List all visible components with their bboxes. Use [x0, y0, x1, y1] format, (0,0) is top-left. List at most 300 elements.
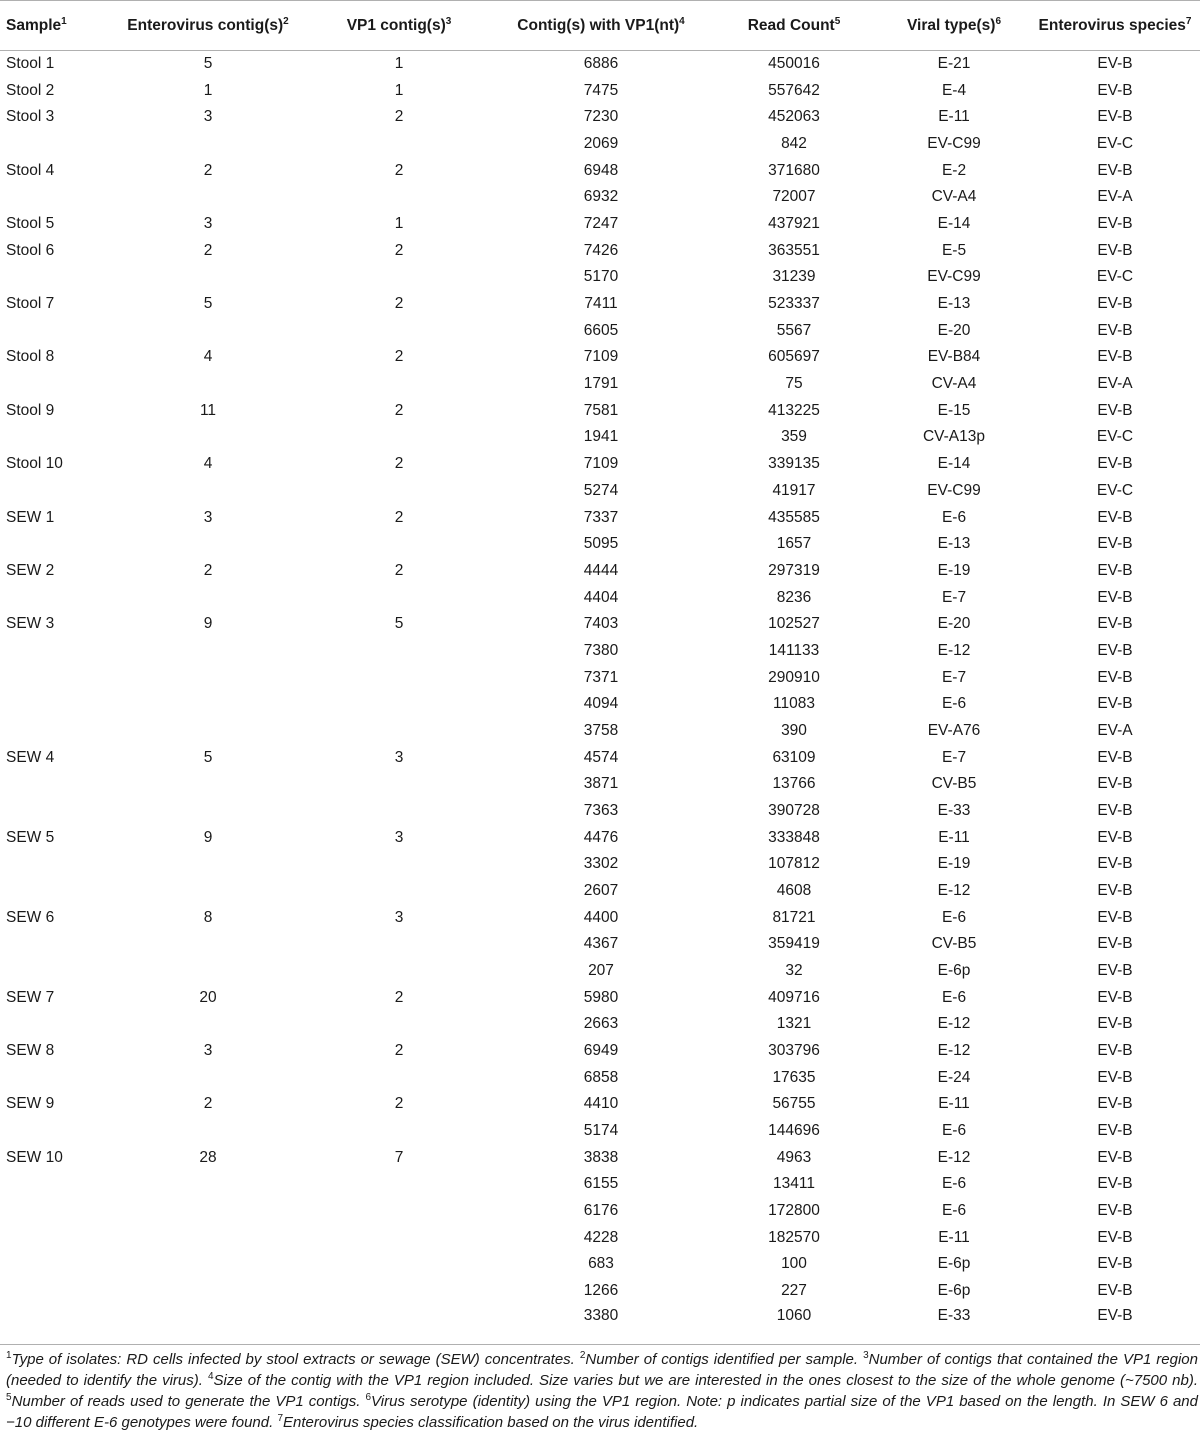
- vp1-contigs-cell: 2: [394, 161, 404, 179]
- contig-length-cell: 7363: [583, 801, 619, 819]
- contig-length-cell: 5095: [583, 535, 619, 553]
- table-row: [0, 1304, 1200, 1331]
- header-label: VP1 contig(s): [346, 16, 446, 34]
- vp1-contigs-cell: [306, 1064, 492, 1091]
- contig-length-cell: 7380: [583, 641, 619, 659]
- sample-cell: Stool 10: [6, 455, 63, 473]
- vp1-contigs-cell: 3: [394, 828, 404, 846]
- read-count-header: [710, 1, 878, 51]
- read-count-cell: 371680: [768, 161, 820, 179]
- viral-type-cell: E-6: [941, 695, 967, 713]
- viral-type-cell: E-12: [937, 1041, 971, 1059]
- sample-cell: [0, 957, 110, 984]
- enterovirus-contigs-cell: [110, 1064, 306, 1091]
- viral-type-cell: E-6: [941, 1121, 967, 1139]
- enterovirus-contigs-cell: [110, 264, 306, 291]
- sample-cell: [0, 424, 110, 451]
- viral-type-cell: CV-A13p: [922, 428, 986, 446]
- read-count-cell: 557642: [768, 81, 820, 99]
- read-count-cell: 359419: [768, 935, 820, 953]
- table-row: [0, 637, 1200, 664]
- viral-type-cell: E-13: [937, 295, 971, 313]
- viral-type-cell: E-7: [941, 588, 967, 606]
- enterovirus-species-header: [1030, 1, 1200, 51]
- enterovirus-contigs-cell: [110, 691, 306, 718]
- viral-type-cell: E-5: [941, 241, 967, 259]
- sample-cell: [0, 637, 110, 664]
- viral-type-cell: E-19: [937, 561, 971, 579]
- species-cell: EV-B: [1097, 535, 1133, 553]
- read-count-cell: 359: [781, 428, 807, 446]
- sample-cell: [0, 477, 110, 504]
- vp1-contigs-header: [306, 1, 492, 51]
- table-row: [0, 477, 1200, 504]
- contig-length-cell: 3380: [583, 1306, 619, 1324]
- table-row: [0, 1251, 1200, 1278]
- read-count-cell: 141133: [768, 641, 820, 659]
- viral-type-cell: E-15: [937, 401, 971, 419]
- viral-type-cell: EV-C99: [927, 481, 981, 499]
- footnote-marker: 3: [863, 1350, 869, 1361]
- species-cell: EV-B: [1097, 641, 1133, 659]
- contig-length-cell: 4367: [583, 935, 619, 953]
- vp1-contigs-cell: [306, 851, 492, 878]
- species-cell: EV-B: [1097, 668, 1133, 686]
- sample-cell: [0, 691, 110, 718]
- table-row: [0, 264, 1200, 291]
- footnote-marker: 7: [1185, 15, 1192, 27]
- sample-cell: SEW 5: [6, 828, 55, 846]
- sample-cell: [0, 264, 110, 291]
- species-cell: EV-C: [1096, 428, 1134, 446]
- contig-length-cell: 1791: [583, 375, 619, 393]
- read-count-cell: 172800: [768, 1201, 820, 1219]
- vp1-contigs-cell: 2: [394, 348, 404, 366]
- vp1-contigs-cell: 2: [394, 1041, 404, 1059]
- read-count-cell: 56755: [772, 1095, 816, 1113]
- enterovirus-contigs-cell: [110, 1117, 306, 1144]
- table-row: [0, 984, 1200, 1011]
- sample-cell: [0, 371, 110, 398]
- sample-cell: [0, 1251, 110, 1278]
- contig-length-cell: 4444: [583, 561, 619, 579]
- contig-length-cell: 2069: [583, 135, 619, 153]
- viral-type-cell: E-14: [937, 215, 971, 233]
- contig-length-cell: 7230: [583, 108, 619, 126]
- footnote-marker: 4: [207, 1371, 214, 1382]
- species-cell: EV-B: [1097, 828, 1133, 846]
- enterovirus-contigs-cell: [110, 851, 306, 878]
- read-count-cell: 107812: [768, 855, 820, 873]
- footnote-marker: 2: [579, 1350, 586, 1361]
- contig-length-cell: 4476: [583, 828, 619, 846]
- contig-length-cell: 7371: [583, 668, 619, 686]
- read-count-cell: 81721: [772, 908, 816, 926]
- read-count-cell: 1657: [776, 535, 812, 553]
- contig-length-cell: 2607: [583, 881, 619, 899]
- vp1-contigs-cell: 1: [394, 81, 404, 99]
- enterovirus-contigs-cell: [110, 771, 306, 798]
- species-cell: EV-B: [1097, 1201, 1133, 1219]
- sample-cell: [0, 584, 110, 611]
- enterovirus-contigs-cell: [110, 1224, 306, 1251]
- enterovirus-contigs-cell: 9: [203, 615, 213, 633]
- vp1-contigs-cell: [306, 771, 492, 798]
- viral-type-cell: EV-C99: [927, 135, 981, 153]
- species-cell: EV-B: [1097, 295, 1133, 313]
- sample-cell: SEW 7: [6, 988, 55, 1006]
- read-count-cell: 31239: [772, 268, 816, 286]
- vp1-contigs-cell: 2: [394, 241, 404, 259]
- table-row: [0, 691, 1200, 718]
- read-count-cell: 605697: [768, 348, 820, 366]
- species-cell: EV-A: [1097, 721, 1133, 739]
- species-cell: EV-B: [1097, 775, 1133, 793]
- footnote-text: Number of contigs identified per sample.: [585, 1351, 864, 1368]
- contig-length-cell: 7581: [583, 401, 619, 419]
- footnote-marker: 5: [6, 1392, 12, 1403]
- footnote-marker: 1: [61, 15, 67, 27]
- read-count-cell: 842: [781, 135, 807, 153]
- viral-type-cell: E-7: [941, 748, 967, 766]
- contig-length-cell: 4228: [583, 1228, 619, 1246]
- viral-type-cell: E-12: [937, 641, 971, 659]
- vp1-contigs-cell: 2: [394, 108, 404, 126]
- viral-type-cell: E-21: [937, 55, 971, 73]
- species-cell: EV-B: [1097, 348, 1133, 366]
- table-row: [0, 1064, 1200, 1091]
- contig-length-cell: 7426: [583, 241, 619, 259]
- sample-cell: [0, 1171, 110, 1198]
- species-cell: EV-B: [1097, 1306, 1133, 1324]
- species-cell: EV-B: [1097, 881, 1133, 899]
- sample-cell: SEW 3: [6, 615, 55, 633]
- species-cell: EV-B: [1097, 1281, 1133, 1299]
- header-label: Enterovirus species: [1038, 16, 1186, 34]
- footnote-marker: 6: [365, 1392, 372, 1403]
- vp1-contigs-cell: [306, 584, 492, 611]
- species-cell: EV-B: [1097, 1041, 1133, 1059]
- viral-type-cell: E-13: [937, 535, 971, 553]
- header-label: Contig(s) with VP1(nt): [517, 16, 680, 34]
- species-cell: EV-B: [1097, 108, 1133, 126]
- viral-type-cell: E-11: [938, 108, 970, 126]
- viral-type-cell: E-4: [941, 81, 967, 99]
- viral-type-cell: EV-C99: [927, 268, 981, 286]
- sample-cell: SEW 6: [6, 908, 55, 926]
- table-body: [0, 51, 1200, 1331]
- header-row: [0, 1, 1200, 51]
- vp1-contigs-cell: 2: [394, 508, 404, 526]
- contig-length-cell: 683: [588, 1255, 614, 1273]
- contig-length-cell: 4094: [583, 695, 619, 713]
- footnote-text: Size of the contig with the VP1 region included. Size varies but we are interested in the ones closest to the size of the whole genome (~7500 nb).: [213, 1372, 1198, 1389]
- table-row: [0, 717, 1200, 744]
- species-cell: EV-B: [1097, 935, 1133, 953]
- sample-cell: [0, 877, 110, 904]
- sample-cell: [0, 1304, 110, 1331]
- table-row: [0, 797, 1200, 824]
- enterovirus-contigs-header: [110, 1, 306, 51]
- contig-length-cell: 6886: [583, 55, 619, 73]
- vp1-contigs-cell: [306, 1277, 492, 1304]
- enterovirus-contigs-cell: [110, 131, 306, 158]
- contig-length-cell: 7109: [583, 455, 619, 473]
- viral-type-cell: E-11: [938, 1228, 970, 1246]
- footnote-text: Number of contigs that contained the VP1 region (needed to identify the virus).: [6, 1351, 1198, 1389]
- table-row: [0, 317, 1200, 344]
- footnote-text: Enterovirus species classification based on the virus identified.: [283, 1414, 699, 1431]
- read-count-cell: 72007: [772, 188, 816, 206]
- enterovirus-contigs-cell: [110, 584, 306, 611]
- vp1-contigs-cell: 3: [394, 908, 404, 926]
- enterovirus-contigs-cell: 2: [203, 561, 213, 579]
- read-count-cell: 41917: [772, 481, 816, 499]
- vp1-contigs-cell: 5: [394, 615, 404, 633]
- species-cell: EV-A: [1097, 188, 1133, 206]
- table-row: [0, 1171, 1200, 1198]
- vp1-contigs-cell: [306, 424, 492, 451]
- enterovirus-contigs-cell: [110, 477, 306, 504]
- enterovirus-contigs-cell: [110, 371, 306, 398]
- viral-type-cell: E-6p: [937, 1281, 971, 1299]
- sample-cell: [0, 717, 110, 744]
- footnote-marker: 1: [6, 1350, 12, 1361]
- enterovirus-contigs-cell: 5: [203, 748, 213, 766]
- sample-cell: [0, 1011, 110, 1038]
- viral-types-header: [878, 1, 1030, 51]
- contig-length-cell: 3871: [583, 775, 619, 793]
- table-row: [0, 1037, 1200, 1064]
- species-cell: EV-B: [1097, 1228, 1133, 1246]
- viral-type-cell: E-6: [941, 508, 967, 526]
- vp1-contigs-cell: [306, 877, 492, 904]
- vp1-contigs-cell: [306, 131, 492, 158]
- sample-cell: [0, 664, 110, 691]
- table-row: [0, 771, 1200, 798]
- table-row: [0, 931, 1200, 958]
- viral-type-cell: E-2: [941, 161, 967, 179]
- enterovirus-contigs-cell: 3: [203, 508, 213, 526]
- species-cell: EV-B: [1097, 961, 1133, 979]
- footnote-marker: 3: [445, 15, 452, 27]
- table-row: [0, 51, 1200, 78]
- header-label: Enterovirus contig(s): [127, 16, 284, 34]
- enterovirus-contigs-cell: [110, 637, 306, 664]
- species-cell: EV-B: [1097, 1068, 1133, 1086]
- viral-type-cell: EV-B84: [927, 348, 981, 366]
- sample-cell: [0, 771, 110, 798]
- contig-length-cell: 7337: [583, 508, 619, 526]
- vp1-contigs-cell: 2: [394, 295, 404, 313]
- species-cell: EV-B: [1097, 55, 1133, 73]
- enterovirus-contigs-cell: 20: [199, 988, 217, 1006]
- table-row: [0, 1117, 1200, 1144]
- table-row: [0, 104, 1200, 131]
- vp1-contigs-cell: 2: [394, 561, 404, 579]
- viral-type-cell: E-6p: [937, 1255, 971, 1273]
- viral-type-cell: E-6: [941, 908, 967, 926]
- viral-type-cell: CV-A4: [931, 188, 977, 206]
- vp1-contigs-cell: 2: [394, 401, 404, 419]
- species-cell: EV-B: [1097, 1095, 1133, 1113]
- species-cell: EV-B: [1097, 855, 1133, 873]
- enterovirus-contigs-cell: 3: [203, 108, 213, 126]
- viral-type-cell: E-6: [941, 1201, 967, 1219]
- vp1-contigs-cell: [306, 1224, 492, 1251]
- contig-length-cell: 4404: [583, 588, 619, 606]
- sample-cell: Stool 9: [6, 401, 55, 419]
- read-count-cell: 227: [781, 1281, 807, 1299]
- contig-length-cell: 2663: [583, 1015, 619, 1033]
- species-cell: EV-B: [1097, 1148, 1133, 1166]
- vp1-contigs-cell: [306, 371, 492, 398]
- sample-cell: [0, 1197, 110, 1224]
- table-row: [0, 131, 1200, 158]
- table-row: [0, 1277, 1200, 1304]
- contig-length-cell: 5174: [583, 1121, 619, 1139]
- species-cell: EV-B: [1097, 988, 1133, 1006]
- header-label: Sample: [6, 16, 62, 34]
- enterovirus-contigs-cell: 11: [199, 401, 217, 419]
- enterovirus-contigs-cell: 1: [203, 81, 213, 99]
- footnote-text: Virus serotype (identity) using the VP1 region. Note: p indicates partial size of the VP1 based on the length. In SEW 6 and −10 different E-6 genotypes were found.: [6, 1393, 1198, 1431]
- viral-type-cell: E-14: [937, 455, 971, 473]
- sample-cell: SEW 4: [6, 748, 55, 766]
- read-count-cell: 297319: [768, 561, 820, 579]
- enterovirus-contigs-cell: 2: [203, 241, 213, 259]
- read-count-cell: 339135: [768, 455, 820, 473]
- sample-cell: [0, 851, 110, 878]
- species-cell: EV-B: [1097, 508, 1133, 526]
- contig-length-cell: 6176: [583, 1201, 619, 1219]
- species-cell: EV-B: [1097, 1121, 1133, 1139]
- viral-type-cell: E-19: [937, 855, 971, 873]
- vp1-contigs-cell: [306, 477, 492, 504]
- viral-type-cell: E-6: [941, 988, 967, 1006]
- read-count-cell: 1321: [776, 1015, 812, 1033]
- read-count-cell: 144696: [768, 1121, 820, 1139]
- sample-cell: Stool 5: [6, 215, 55, 233]
- table-row: [0, 451, 1200, 478]
- viral-type-cell: E-20: [937, 615, 971, 633]
- enterovirus-contigs-cell: [110, 1277, 306, 1304]
- sample-cell: Stool 1: [6, 55, 55, 73]
- read-count-cell: 450016: [768, 55, 820, 73]
- contig-length-cell: 4574: [583, 748, 619, 766]
- read-count-cell: 413225: [768, 401, 820, 419]
- table-row: [0, 557, 1200, 584]
- table-row: [0, 824, 1200, 851]
- viral-type-cell: E-33: [937, 801, 971, 819]
- sample-cell: SEW 8: [6, 1041, 55, 1059]
- vp1-contigs-cell: [306, 264, 492, 291]
- enterovirus-contigs-cell: 2: [203, 161, 213, 179]
- sample-cell: [0, 184, 110, 211]
- read-count-cell: 32: [785, 961, 803, 979]
- enterovirus-contigs-cell: 8: [203, 908, 213, 926]
- footnote-marker: 4: [679, 15, 685, 27]
- table-row: [0, 157, 1200, 184]
- table-row: [0, 291, 1200, 318]
- enterovirus-contigs-cell: [110, 664, 306, 691]
- read-count-cell: 390728: [768, 801, 820, 819]
- table-footnote: [0, 1344, 1200, 1433]
- viral-type-cell: E-12: [937, 1015, 971, 1033]
- vp1-contigs-cell: 2: [394, 455, 404, 473]
- sample-cell: [0, 1224, 110, 1251]
- table-row: [0, 1197, 1200, 1224]
- table-row: [0, 904, 1200, 931]
- read-count-cell: 13411: [773, 1175, 815, 1193]
- vp1-contigs-cell: [306, 797, 492, 824]
- sample-cell: Stool 4: [6, 161, 55, 179]
- species-cell: EV-B: [1097, 615, 1133, 633]
- viral-type-cell: E-24: [937, 1068, 971, 1086]
- viral-type-cell: E-33: [937, 1306, 971, 1324]
- vp1-contigs-cell: [306, 531, 492, 558]
- enterovirus-contigs-cell: [110, 931, 306, 958]
- read-count-cell: 182570: [768, 1228, 820, 1246]
- read-count-cell: 333848: [768, 828, 820, 846]
- viral-type-cell: CV-B5: [931, 775, 977, 793]
- read-count-cell: 437921: [768, 215, 820, 233]
- enterovirus-contigs-cell: 5: [203, 295, 213, 313]
- viral-type-cell: CV-B5: [931, 935, 977, 953]
- species-cell: EV-C: [1096, 481, 1134, 499]
- species-cell: EV-B: [1097, 241, 1133, 259]
- table-row: [0, 611, 1200, 638]
- contig-length-cell: 6932: [583, 188, 619, 206]
- species-cell: EV-B: [1097, 908, 1133, 926]
- contig-length-cell: 7475: [583, 81, 619, 99]
- enterovirus-contigs-cell: [110, 424, 306, 451]
- table-row: [0, 664, 1200, 691]
- footnote-marker: 5: [834, 15, 841, 27]
- contig-length-cell: 3838: [583, 1148, 619, 1166]
- enterovirus-contigs-cell: 4: [203, 455, 213, 473]
- viral-type-cell: E-20: [937, 321, 971, 339]
- species-cell: EV-B: [1097, 1015, 1133, 1033]
- footnote-marker: 6: [995, 15, 1001, 27]
- table-row: [0, 531, 1200, 558]
- sample-cell: SEW 2: [6, 561, 55, 579]
- enterovirus-contigs-cell: [110, 1304, 306, 1331]
- vp1-contigs-cell: 7: [394, 1148, 404, 1166]
- table-row: [0, 77, 1200, 104]
- contig-length-cell: 5980: [583, 988, 619, 1006]
- table-row: [0, 957, 1200, 984]
- header-label: Viral type(s): [906, 16, 996, 34]
- contigs-with-vp1-header: [492, 1, 710, 51]
- sample-cell: [0, 797, 110, 824]
- vp1-contigs-cell: [306, 691, 492, 718]
- contig-length-cell: 6155: [583, 1175, 619, 1193]
- enterovirus-contigs-cell: 4: [203, 348, 213, 366]
- read-count-cell: 75: [785, 375, 803, 393]
- sample-cell: Stool 8: [6, 348, 55, 366]
- vp1-contigs-cell: [306, 1251, 492, 1278]
- enterovirus-contigs-cell: [110, 877, 306, 904]
- footnote-text: Number of reads used to generate the VP1 contigs.: [11, 1393, 366, 1410]
- contig-length-cell: 5170: [583, 268, 619, 286]
- contig-length-cell: 5274: [583, 481, 619, 499]
- table-row: [0, 344, 1200, 371]
- read-count-cell: 1060: [776, 1306, 812, 1324]
- species-cell: EV-A: [1097, 375, 1133, 393]
- vp1-contigs-cell: [306, 1304, 492, 1331]
- vp1-contigs-cell: [306, 637, 492, 664]
